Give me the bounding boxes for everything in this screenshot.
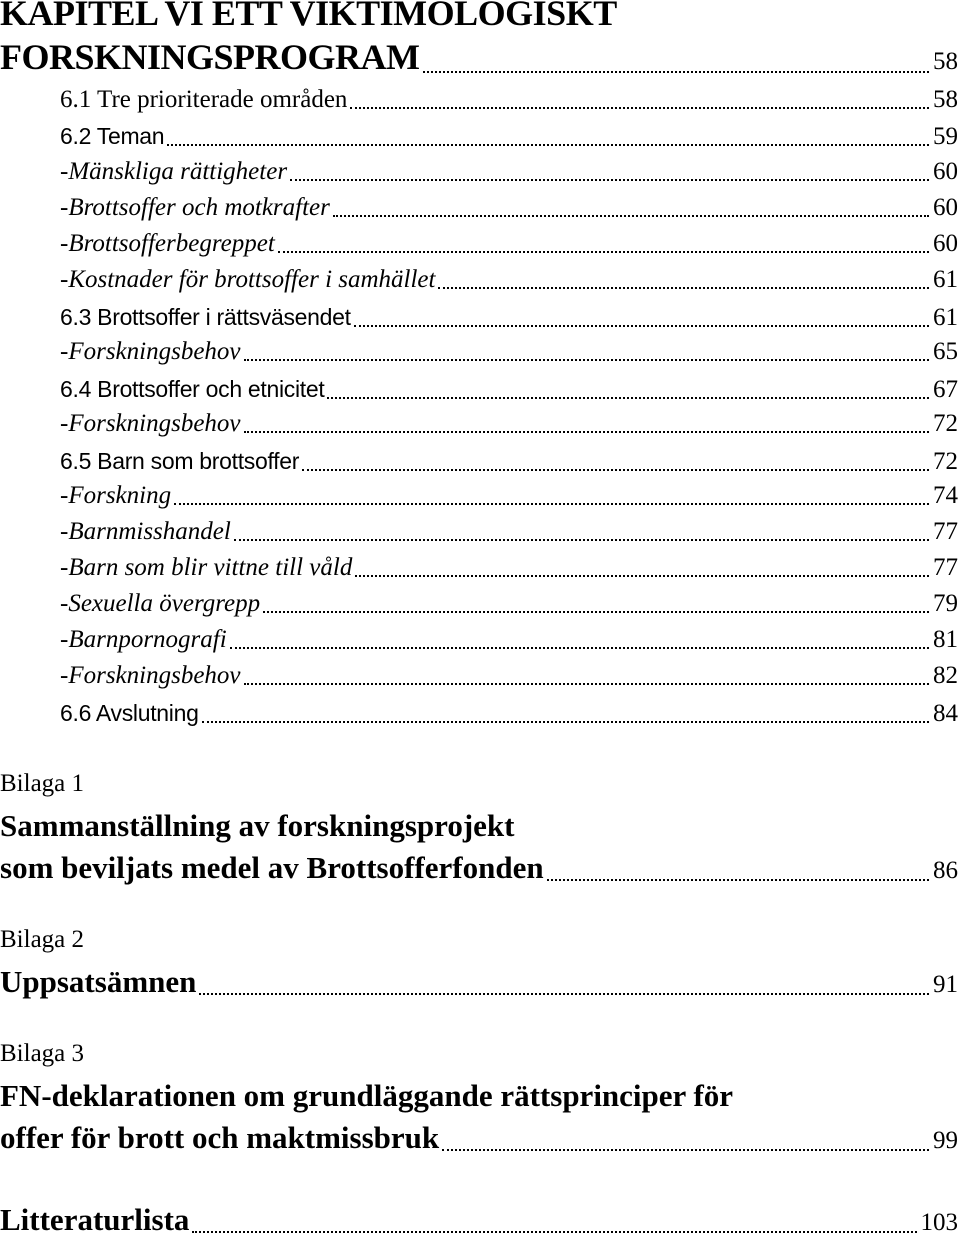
appendix-title-line2 bbox=[0, 1120, 958, 1156]
page-number: 99 bbox=[933, 1127, 958, 1154]
toc-entry bbox=[0, 86, 958, 114]
page-number: 67 bbox=[933, 376, 958, 403]
page-number: 77 bbox=[933, 518, 958, 545]
dot-leader bbox=[192, 1231, 916, 1233]
chapter-title-text: FORSKNINGSPROGRAM bbox=[0, 37, 420, 77]
dot-leader bbox=[167, 144, 929, 146]
appendix-title-text: Sammanställning av forskningsprojekt bbox=[0, 808, 515, 843]
page-number: 77 bbox=[933, 554, 958, 581]
page-number: 61 bbox=[933, 304, 958, 331]
toc-entry bbox=[0, 158, 958, 186]
toc-entry-text: -Brottsofferbegreppet bbox=[60, 230, 275, 257]
dot-leader bbox=[442, 1149, 929, 1151]
appendix-title-line1 bbox=[0, 808, 958, 844]
toc-entry bbox=[0, 482, 958, 510]
dot-leader bbox=[350, 107, 929, 109]
dot-leader bbox=[354, 325, 929, 327]
toc-entry bbox=[0, 448, 958, 476]
toc-entry bbox=[0, 230, 958, 258]
toc-entry-text: 6.5 Barn som brottsoffer bbox=[60, 448, 300, 474]
toc-entry-text: -Barn som blir vittne till våld bbox=[60, 554, 353, 581]
dot-leader bbox=[244, 431, 929, 433]
toc-entry bbox=[0, 123, 958, 151]
page-number: 61 bbox=[933, 266, 958, 293]
page-number: 91 bbox=[933, 971, 958, 998]
toc-entry bbox=[0, 266, 958, 294]
page-number: 58 bbox=[933, 48, 958, 75]
page-number: 86 bbox=[933, 857, 958, 884]
toc-entry-text: -Brottsoffer och motkrafter bbox=[60, 194, 330, 221]
dot-leader bbox=[244, 683, 929, 685]
toc-entry bbox=[0, 410, 958, 438]
toc-entry-text: -Forskningsbehov bbox=[60, 410, 241, 437]
toc-entry-text: 6.1 Tre prioriterade områden bbox=[60, 86, 348, 113]
appendix-title-text: offer för brott och maktmissbruk bbox=[0, 1120, 440, 1155]
appendix-label-text: Bilaga 2 bbox=[0, 926, 85, 953]
toc-entry-text: -Mänskliga rättigheter bbox=[60, 158, 288, 185]
appendix-label bbox=[0, 770, 958, 798]
page-number: 72 bbox=[933, 410, 958, 437]
references-title: Litteraturlista bbox=[0, 1202, 190, 1237]
dot-leader bbox=[547, 879, 929, 881]
toc-entry bbox=[0, 662, 958, 690]
appendix-title-text: FN-deklarationen om grundläggande rättsprinciper för bbox=[0, 1078, 734, 1113]
chapter-title-line2 bbox=[0, 36, 958, 78]
toc-entry-text: -Barnpornografi bbox=[60, 626, 227, 653]
appendix-label bbox=[0, 926, 958, 954]
page-number: 74 bbox=[933, 482, 958, 509]
dot-leader bbox=[199, 993, 929, 995]
dot-leader bbox=[327, 397, 929, 399]
page-number: 59 bbox=[933, 123, 958, 150]
appendix-title-text: som beviljats medel av Brottsofferfonden bbox=[0, 850, 544, 885]
page-number: 82 bbox=[933, 662, 958, 689]
dot-leader bbox=[230, 647, 929, 649]
toc-entry-text: 6.3 Brottsoffer i rättsväsendet bbox=[60, 304, 351, 330]
appendix-label-text: Bilaga 3 bbox=[0, 1040, 85, 1067]
toc-entry bbox=[0, 376, 958, 404]
dot-leader bbox=[174, 503, 929, 505]
dot-leader bbox=[202, 721, 929, 723]
toc-entry bbox=[0, 626, 958, 654]
dot-leader bbox=[263, 611, 929, 613]
dot-leader bbox=[438, 287, 929, 289]
toc-entry-text: -Kostnader för brottsoffer i samhället bbox=[60, 266, 436, 293]
page-number: 79 bbox=[933, 590, 958, 617]
page-number: 103 bbox=[920, 1209, 958, 1236]
page-number: 81 bbox=[933, 626, 958, 653]
toc-entry bbox=[0, 590, 958, 618]
dot-leader bbox=[302, 469, 929, 471]
toc-entry bbox=[0, 700, 958, 728]
toc-entry-text: 6.4 Brottsoffer och etnicitet bbox=[60, 376, 325, 402]
toc-entry-text: -Barnmisshandel bbox=[60, 518, 231, 545]
toc-entry-text: 6.2 Teman bbox=[60, 123, 165, 149]
dot-leader bbox=[244, 359, 929, 361]
chapter-title-line1 bbox=[0, 0, 958, 34]
dot-leader bbox=[423, 71, 929, 73]
appendix-label-text: Bilaga 1 bbox=[0, 770, 85, 797]
references-entry bbox=[0, 1202, 958, 1238]
appendix-title-line1 bbox=[0, 1078, 958, 1114]
dot-leader bbox=[290, 179, 929, 181]
page-number: 60 bbox=[933, 158, 958, 185]
page-number: 72 bbox=[933, 448, 958, 475]
toc-entry bbox=[0, 554, 958, 582]
appendix-label bbox=[0, 1040, 958, 1068]
toc-entry bbox=[0, 304, 958, 332]
toc-entry-text: -Forskningsbehov bbox=[60, 338, 241, 365]
appendix-title-text: Uppsatsämnen bbox=[0, 964, 197, 999]
chapter-title-text: KAPITEL VI ETT VIKTIMOLOGISKT bbox=[0, 0, 617, 33]
toc-entry bbox=[0, 338, 958, 366]
dot-leader bbox=[278, 251, 929, 253]
appendix-title-line1 bbox=[0, 964, 958, 1000]
page-number: 65 bbox=[933, 338, 958, 365]
toc-entry-text: 6.6 Avslutning bbox=[60, 700, 199, 726]
toc-entry-text: -Sexuella övergrepp bbox=[60, 590, 261, 617]
toc-entry-text: -Forskning bbox=[60, 482, 172, 509]
dot-leader bbox=[333, 215, 929, 217]
page-number: 58 bbox=[933, 86, 958, 113]
toc-entry bbox=[0, 518, 958, 546]
toc-entry bbox=[0, 194, 958, 222]
appendix-title-line2 bbox=[0, 850, 958, 886]
page-number: 60 bbox=[933, 230, 958, 257]
toc-entry-text: -Forskningsbehov bbox=[60, 662, 241, 689]
dot-leader bbox=[234, 539, 929, 541]
page-number: 84 bbox=[933, 700, 958, 727]
page-number: 60 bbox=[933, 194, 958, 221]
dot-leader bbox=[355, 575, 929, 577]
